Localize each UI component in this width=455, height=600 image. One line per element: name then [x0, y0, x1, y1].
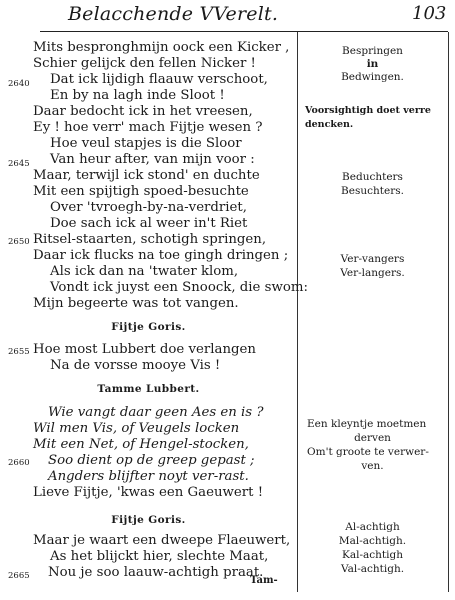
verse-line: Mijn begeerte was tot vangen. — [33, 296, 239, 311]
margin-note: in — [366, 58, 379, 70]
line-number: 2665 — [8, 571, 30, 581]
margin-note: Om't groote te verwer- — [307, 446, 429, 458]
line-number: 2660 — [8, 458, 30, 468]
verse-line: Mit een spijtigh spoed-besuchte — [33, 184, 249, 199]
verse-line: Doe sach ick al weer in't Riet — [50, 216, 248, 231]
verse-line: Maar, terwijl ick stond' en duchte — [33, 168, 260, 183]
verse-line: Hoe most Lubbert doe verlangen — [33, 342, 256, 357]
margin-note: ven. — [361, 460, 384, 472]
header-rule — [40, 31, 448, 32]
verse-line: Nou je soo laauw-achtigh praat. — [48, 565, 264, 580]
margin-note: Ver-vangers — [340, 253, 405, 265]
margin-note: Al-achtigh — [345, 521, 400, 533]
margin-note: Val-achtigh. — [340, 563, 405, 575]
verse-line: Soo dient op de greep gepast ; — [48, 453, 255, 468]
line-number: 2640 — [8, 79, 30, 89]
verse-line: Daar bedocht ick in het vreesen, — [33, 104, 253, 119]
margin-note: dencken. — [305, 119, 354, 130]
verse-line: Schier gelijck den fellen Nicker ! — [33, 56, 256, 71]
verse-line: En by na lagh inde Sloot ! — [50, 88, 225, 103]
verse-line: Vondt ick juyst een Snoock, die swom: — [50, 280, 308, 295]
verse-line: As het blijckt hier, slechte Maat, — [50, 549, 269, 564]
margin-note: Besuchters. — [341, 185, 404, 197]
line-number: 2655 — [8, 347, 30, 357]
verse-line: Dat ick lijdigh flaauw verschoot, — [50, 72, 268, 87]
verse-line: Wil men Vis, of Veugels locken — [33, 421, 240, 436]
speaker-heading: Tamme Lubbert. — [97, 383, 200, 395]
margin-note: Kal-achtigh — [342, 549, 403, 561]
margin-note: Beduchters — [342, 171, 403, 183]
verse-line: Wie vangt daar geen Aes en is ? — [48, 405, 264, 420]
margin-note: Mal-achtigh. — [338, 535, 407, 547]
verse-line: Ey ! hoe verr' mach Fijtje wesen ? — [33, 120, 263, 135]
verse-line: Lieve Fijtje, 'kwas een Gaeuwert ! — [33, 485, 264, 500]
margin-rule-left — [297, 32, 298, 592]
margin-note: derven — [354, 432, 391, 444]
verse-line: Als ick dan na 'twater klom, — [50, 264, 239, 279]
verse-line: Angders blijfter noyt ver-rast. — [48, 469, 249, 484]
catchword: Tam- — [250, 575, 278, 586]
verse-line: Van heur after, van mijn voor : — [50, 152, 255, 167]
running-title: Belacchende VVerelt. — [68, 3, 279, 25]
verse-line: Na de vorsse mooye Vis ! — [50, 358, 221, 373]
speaker-heading: Fijtje Goris. — [111, 514, 186, 526]
verse-line: Mit een Net, of Hengel-stocken, — [33, 437, 249, 452]
page-number: 103 — [412, 3, 447, 24]
line-number: 2645 — [8, 159, 30, 169]
speaker-heading: Fijtje Goris. — [111, 321, 186, 333]
verse-line: Ritsel-staarten, schotigh springen, — [33, 232, 267, 247]
margin-note: Voorsightigh doet verre — [305, 105, 431, 116]
verse-line: Over 'tvroegh-by-na-verdriet, — [50, 200, 247, 215]
line-number: 2650 — [8, 237, 30, 247]
verse-line: Maar je waart een dweepe Flaeuwert, — [33, 533, 291, 548]
margin-note: Een kleyntje moetmen — [307, 418, 427, 430]
margin-note: Bedwingen. — [341, 71, 404, 83]
margin-note: Ver-langers. — [340, 267, 405, 279]
verse-line: Mits bespronghmijn oock een Kicker , — [33, 40, 290, 55]
verse-line: Hoe veul stapjes is die Sloor — [50, 136, 242, 151]
margin-note: Bespringen — [342, 45, 403, 57]
verse-line: Daar ick flucks na toe gingh dringen ; — [33, 248, 289, 263]
